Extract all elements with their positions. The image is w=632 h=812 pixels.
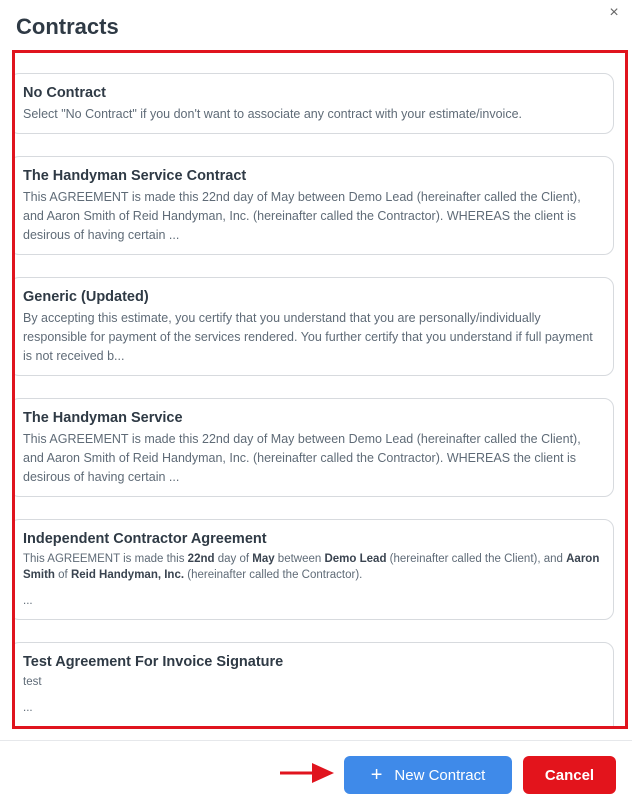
highlight-frame xyxy=(12,50,628,729)
contract-title: The Handyman Service Contract xyxy=(23,168,247,184)
contract-ellipsis: ... xyxy=(23,595,33,607)
contract-card-generic-updated[interactable] xyxy=(15,277,614,376)
new-contract-label: New Contract xyxy=(394,766,486,784)
contract-description: This AGREEMENT is made this 22nd day of May between Demo Lead (hereinafter called the Client), and Aaron Smith of Reid Handyman, Inc. (hereinafter called the Contractor). WHEREAS the client is desirous of having certain ... xyxy=(23,432,581,484)
modal-title: Contracts xyxy=(16,14,119,39)
contract-title: The Handyman Service xyxy=(23,410,183,426)
arrow-right-icon xyxy=(278,762,334,784)
cancel-button[interactable]: Cancel xyxy=(523,756,616,794)
close-icon[interactable]: × xyxy=(609,4,619,21)
contract-title: Independent Contractor Agreement xyxy=(23,531,267,547)
contract-description: This AGREEMENT is made this 22nd day of May between Demo Lead (hereinafter called the Client), and Aaron Smith of Reid Handyman, Inc. (hereinafter called the Contractor). WHEREAS the client is desirous of having certain ... xyxy=(23,190,581,242)
contract-title: Generic (Updated) xyxy=(23,289,149,305)
contract-card-independent-contractor[interactable] xyxy=(15,519,614,620)
contract-ellipsis: ... xyxy=(23,702,33,714)
contract-description: test ... xyxy=(23,676,42,714)
contract-title: No Contract xyxy=(23,85,106,101)
contract-card-test-agreement[interactable] xyxy=(15,642,614,726)
contract-card-no-contract[interactable] xyxy=(15,73,614,134)
contract-description: This AGREEMENT is made this 22nd day of May between Demo Lead (hereinafter called the Client), and Aaron Smith of Reid Handyman, Inc. (hereinafter called the Contractor). ... xyxy=(23,553,600,607)
new-contract-button[interactable] xyxy=(344,756,512,794)
contract-description: Select "No Contract" if you don't want to associate any contract with your estimate/invoice. xyxy=(23,107,522,121)
contract-description: By accepting this estimate, you certify that you understand that you are personally/individually responsible for payment of the services rendered. You further certify that you understand if full payment is not received b... xyxy=(23,311,593,363)
contract-list[interactable] xyxy=(15,53,625,726)
plus-icon: + xyxy=(370,764,383,786)
contract-title: Test Agreement For Invoice Signature xyxy=(23,654,284,670)
contract-card-handyman-service-contract[interactable] xyxy=(15,156,614,255)
contract-card-handyman-service[interactable] xyxy=(15,398,614,497)
